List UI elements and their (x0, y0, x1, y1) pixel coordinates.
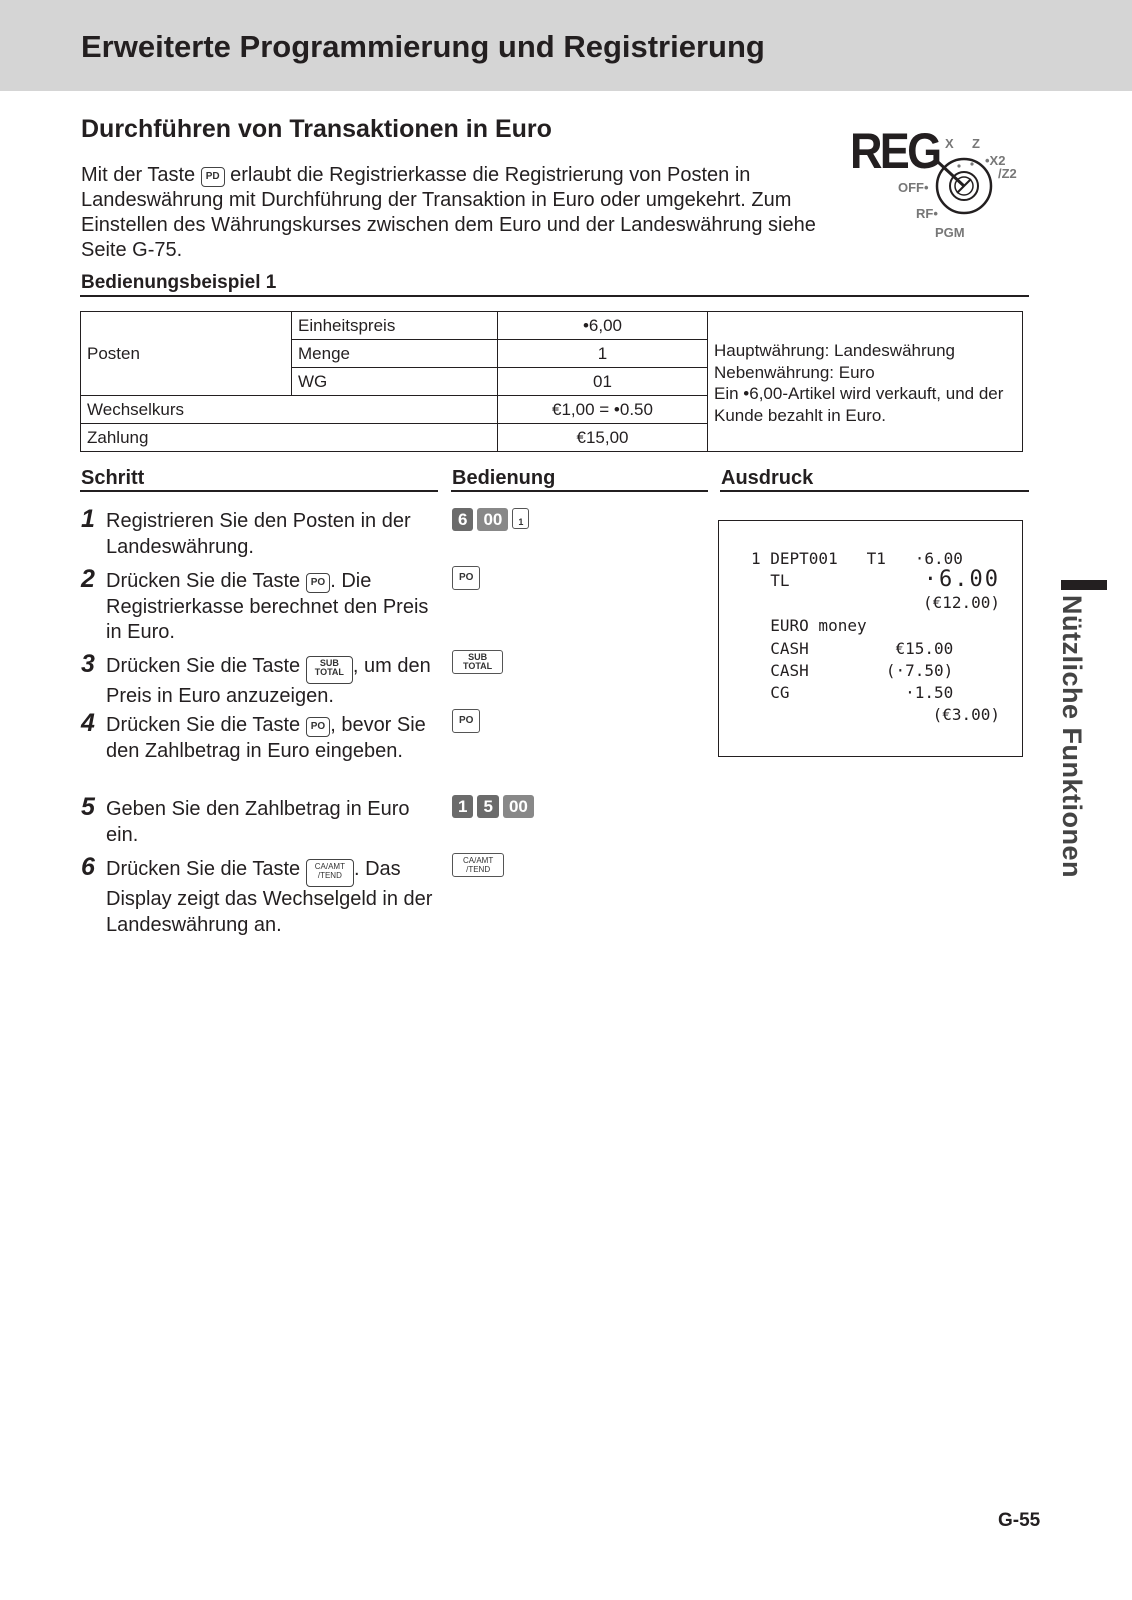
page-title: Erweiterte Programmierung und Registrierung (81, 29, 765, 64)
subtotal-key-icon: SUB TOTAL (452, 650, 503, 674)
receipt-line: (€3.00) (932, 705, 1000, 724)
dept-1-key-icon: 1 (512, 508, 529, 529)
step-text-part: , bevor Sie den Zahlbetrag in Euro eingeben. (106, 714, 426, 762)
note-line: Nebenwährung: Euro (714, 362, 875, 382)
step-number: 5 (81, 793, 95, 821)
step-text: Registrieren Sie den Posten in der Landeswährung. (106, 510, 411, 558)
receipt-line: TL (751, 571, 790, 590)
column-header-ausdruck: Ausdruck (721, 467, 814, 489)
mode-z-label: Z (972, 136, 980, 151)
column-header-schritt: Schritt (81, 467, 145, 489)
mode-off-label: OFF• (898, 180, 929, 195)
ca-amt-tend-key-icon: CA/AMT /TEND (306, 859, 354, 887)
receipt-line: EURO money (751, 616, 867, 635)
receipt-printout (718, 520, 1023, 757)
column-rule (80, 490, 438, 492)
po-key-icon: PO (452, 709, 480, 733)
step-text-part: . Das Display zeigt das Wechselgeld in der Landeswährung an. (106, 858, 433, 936)
mode-dial-icon (934, 156, 994, 216)
receipt-line: 1 DEPT001 T1 ·6.00 (751, 549, 963, 568)
po-key-icon: PO (306, 717, 330, 737)
step-number: 3 (81, 650, 95, 678)
step-text (106, 857, 436, 938)
example-note (708, 312, 1023, 452)
example-title: Bedienungsbeispiel 1 (81, 272, 277, 293)
po-key-icon: PO (452, 566, 480, 590)
note-line: Ein •6,00-Artikel wird verkauft, und der (714, 384, 1004, 403)
subtotal-key-icon: SUB TOTAL (306, 656, 353, 684)
step-number: 1 (81, 505, 95, 533)
example-title-rule (80, 295, 1029, 297)
operation-2 (452, 566, 480, 590)
key-00-icon: 00 (477, 508, 508, 531)
side-tab-label: Nützliche Funktionen (1057, 595, 1087, 878)
example-table (80, 311, 1023, 452)
mode-x2-label: •X2 (985, 153, 1006, 168)
wechselkurs-value: €1,00 = •0.50 (498, 396, 708, 424)
receipt-line: CG ·1.50 (751, 683, 954, 702)
page-number: G-55 (998, 1510, 1041, 1531)
step-text-part: , um den Preis in Euro anzuzeigen. (106, 655, 431, 707)
receipt-line: CASH (·7.50) (751, 661, 954, 680)
operation-5 (452, 795, 538, 818)
note-line: Hauptwährung: Landeswährung (714, 341, 956, 360)
step-text (106, 569, 436, 646)
column-rule (720, 490, 1029, 492)
zahlung-value: €15,00 (498, 424, 708, 452)
pd-key-icon: PD (201, 167, 225, 187)
receipt-line: CASH €15.00 (751, 639, 954, 658)
table-cell: •6,00 (498, 312, 708, 340)
zahlung-label: Zahlung (81, 424, 498, 452)
table-cell: Einheitspreis (292, 312, 498, 340)
table-cell: Menge (292, 340, 498, 368)
key-00-icon: 00 (503, 795, 534, 818)
key-1-icon: 1 (452, 795, 473, 818)
column-header-bedienung: Bedienung (452, 467, 556, 489)
note-line: Kunde bezahlt in Euro. (714, 405, 887, 425)
operation-4 (452, 709, 480, 733)
column-rule (451, 490, 708, 492)
step-number: 2 (81, 565, 95, 593)
step-text-part: Drücken Sie die Taste (106, 570, 306, 592)
operation-6 (452, 853, 504, 877)
receipt-line: (€12.00) (922, 593, 1000, 612)
step-text-part: Drücken Sie die Taste (106, 655, 306, 677)
step-number: 4 (81, 709, 95, 737)
table-cell: 1 (498, 340, 708, 368)
mode-z2-label: /Z2 (998, 166, 1017, 181)
posten-label: Posten (81, 312, 292, 396)
mode-x-label: X (945, 136, 954, 151)
mode-rf-label: RF• (916, 206, 938, 221)
section-title: Durchführen von Transaktionen in Euro (81, 115, 552, 143)
step-text (106, 713, 436, 764)
receipt-total: ·6.00 (923, 567, 1000, 592)
mode-pgm-label: PGM (935, 225, 965, 240)
ca-amt-tend-key-icon: CA/AMT /TEND (452, 853, 504, 877)
intro-text-2: erlaubt die Registrierkasse die Registrierung von Posten in Landeswährung mit Durchführung der Transaktion in Euro oder umgekehrt. Zum Einstellen des Währungskurses zwischen dem Euro und der Landeswährung siehe Seite G-75. (81, 164, 816, 261)
key-6-icon: 6 (452, 508, 473, 531)
step-number: 6 (81, 853, 95, 881)
step-text-part: Drücken Sie die Taste (106, 714, 306, 736)
step-text (106, 654, 436, 710)
wechselkurs-label: Wechselkurs (81, 396, 498, 424)
step-text-part: . Die Registrierkasse berechnet den Preis in Euro. (106, 570, 429, 643)
operation-3 (452, 650, 503, 674)
po-key-icon: PO (306, 573, 330, 593)
mode-switch (850, 122, 1040, 247)
table-cell: WG (292, 368, 498, 396)
side-tab-bar (1061, 580, 1107, 590)
table-cell: 01 (498, 368, 708, 396)
intro-paragraph (81, 163, 841, 263)
key-5-icon: 5 (477, 795, 498, 818)
intro-text-1: Mit der Taste (81, 164, 201, 186)
step-text: Geben Sie den Zahlbetrag in Euro ein. (106, 798, 410, 846)
mode-label: REG (850, 123, 940, 179)
step-text-part: Drücken Sie die Taste (106, 858, 306, 880)
operation-1 (452, 508, 529, 531)
